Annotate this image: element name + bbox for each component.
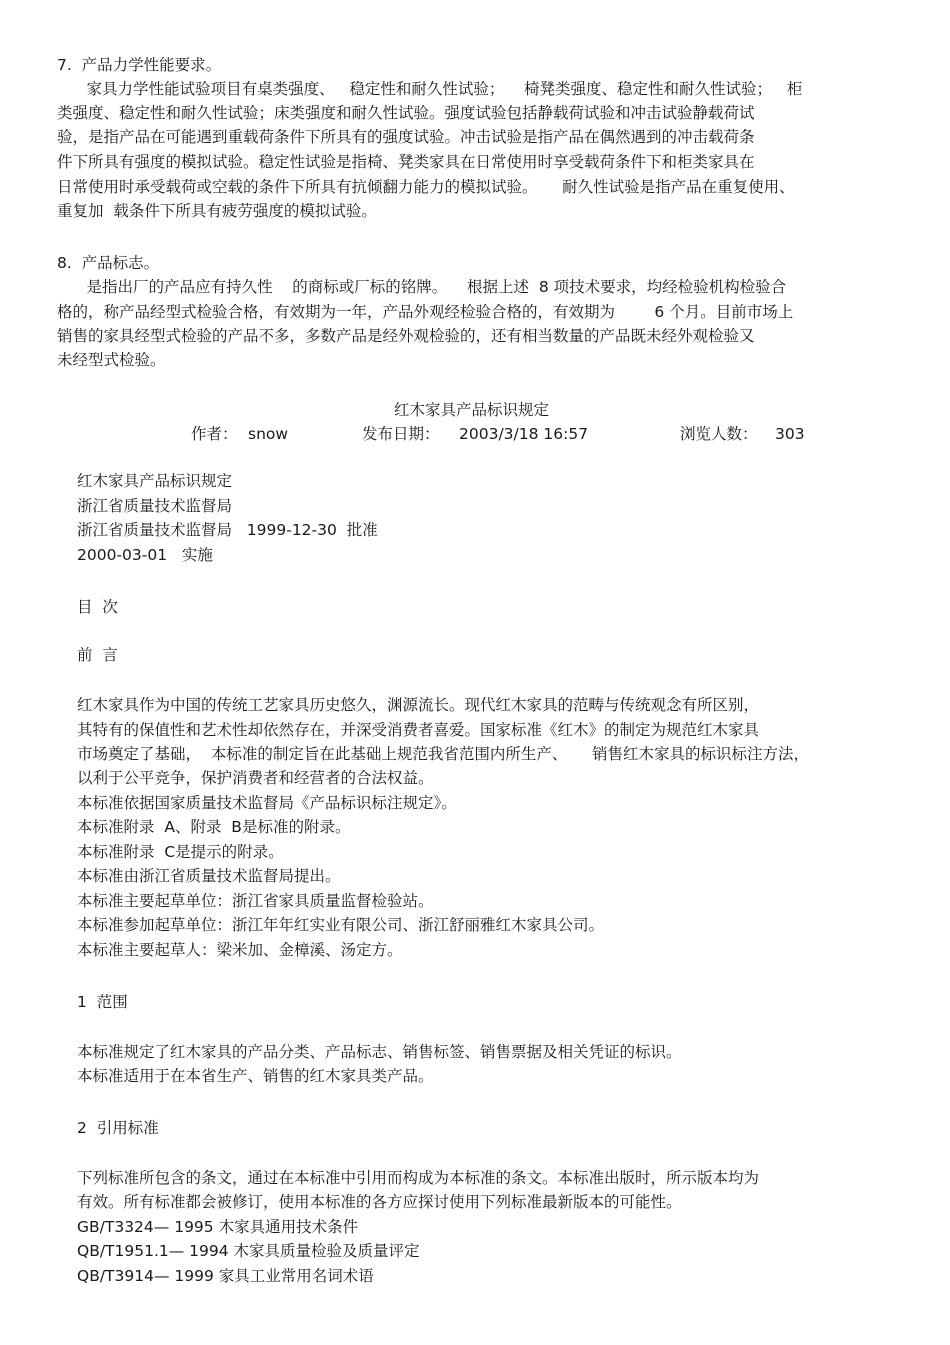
section-7-line: 日常使用时承受载荷或空载的条件下所具有抗倾翻力能力的模拟试验。 耐久性试验是指产品在重复使用、 <box>57 178 795 196</box>
section-7-heading: 7. 产品力学性能要求。 <box>57 56 222 74</box>
date-value: 2003/3/18 16:57 <box>459 425 589 443</box>
meta-line: 浙江省质量技术监督局 <box>77 497 233 515</box>
date-label: 发布日期： <box>362 425 440 443</box>
preface-line: 本标准由浙江省质量技术监督局提出。 <box>77 867 341 885</box>
author-value: snow <box>248 425 289 443</box>
views-label: 浏览人数： <box>680 425 758 443</box>
refs-line: 有效。所有标准都会被修订，使用本标准的各方应探讨使用下列标准最新版本的可能性。 <box>77 1193 682 1211</box>
preface-line: 本标准附录 C是提示的附录。 <box>77 843 284 861</box>
section-7-line: 家具力学性能试验项目有桌类强度、 稳定性和耐久性试验； 椅凳类强度、稳定性和耐久性试验； 柜 <box>57 80 803 98</box>
section-8-line: 未经型式检验。 <box>57 351 166 369</box>
preface-line: 其特有的保值性和艺术性却依然存在，并深受消费者喜爱。国家标准《红木》的制定为规范红木家具 <box>77 721 760 739</box>
standard-ref: QB/T1951.1— 1994 木家具质量检验及质量评定 <box>77 1242 420 1260</box>
standard-ref: QB/T3914— 1999 家具工业常用名词术语 <box>77 1267 374 1285</box>
section-7-line: 件下所具有强度的模拟试验。稳定性试验是指椅、凳类家具在日常使用时享受载荷条件下和柜类家具在 <box>57 153 755 171</box>
preface-line: 本标准附录 A、附录 B是标准的附录。 <box>77 818 351 836</box>
section-8-heading: 8. 产品标志。 <box>57 254 160 272</box>
preface-line: 本标准主要起草单位：浙江省家具质量监督检验站。 <box>77 892 434 910</box>
standard-ref: GB/T3324— 1995 木家具通用技术条件 <box>77 1218 359 1236</box>
preface-line: 以利于公平竞争，保护消费者和经营者的合法权益。 <box>77 769 434 787</box>
refs-heading: 2 引用标准 <box>77 1119 159 1137</box>
scope-heading: 1 范围 <box>77 993 128 1011</box>
author-label: 作者： <box>191 425 238 443</box>
section-7-line: 重复加 载条件下所具有疲劳强度的模拟试验。 <box>57 202 377 220</box>
refs-line: 下列标准所包含的条文，通过在本标准中引用而构成为本标准的条文。本标准出版时，所示版本均为 <box>77 1169 760 1187</box>
preface-line: 市场奠定了基础， 本标准的制定旨在此基础上规范我省范围内所生产、 销售红木家具的标识标注方法， <box>77 745 809 763</box>
preface-label: 前 言 <box>77 646 118 664</box>
preface-line: 本标准主要起草人：梁米加、金樟溪、汤定方。 <box>77 941 403 959</box>
preface-line: 本标准依据国家质量技术监督局《产品标识标注规定》。 <box>77 794 457 812</box>
scope-line: 本标准适用于在本省生产、销售的红木家具类产品。 <box>77 1067 434 1085</box>
meta-line: 2000-03-01 实施 <box>77 546 213 564</box>
section-8-line: 销售的家具经型式检验的产品不多，多数产品是经外观检验的，还有相当数量的产品既未经外观检验又 <box>57 327 755 345</box>
views-value: 303 <box>775 425 805 443</box>
article-title: 红木家具产品标识规定 <box>394 401 550 419</box>
meta-line: 红木家具产品标识规定 <box>77 472 233 490</box>
preface-line: 红木家具作为中国的传统工艺家具历史悠久，渊源流长。现代红木家具的范畴与传统观念有所区别， <box>77 696 760 714</box>
toc-label: 目 次 <box>77 598 118 616</box>
meta-line: 浙江省质量技术监督局 1999-12-30 批准 <box>77 521 378 539</box>
section-8-line: 格的，称产品经型式检验合格，有效期为一年，产品外观经检验合格的，有效期为 6 个月。目前市场上 <box>57 303 794 321</box>
section-7-line: 类强度、稳定性和耐久性试验；床类强度和耐久性试验。强度试验包括静载荷试验和冲击试验静载荷试 <box>57 104 755 122</box>
section-7-line: 验，是指产品在可能遇到重载荷条件下所具有的强度试验。冲击试验是指产品在偶然遇到的冲击载荷条 <box>57 128 755 146</box>
preface-line: 本标准参加起草单位：浙江年年红实业有限公司、浙江舒丽雅红木家具公司。 <box>77 916 605 934</box>
scope-line: 本标准规定了红木家具的产品分类、产品标志、销售标签、销售票据及相关凭证的标识。 <box>77 1043 682 1061</box>
section-8-line: 是指出厂的产品应有持久性 的商标或厂标的铭牌。 根据上述 8 项技术要求，均经检验机构检验合 <box>57 278 787 296</box>
